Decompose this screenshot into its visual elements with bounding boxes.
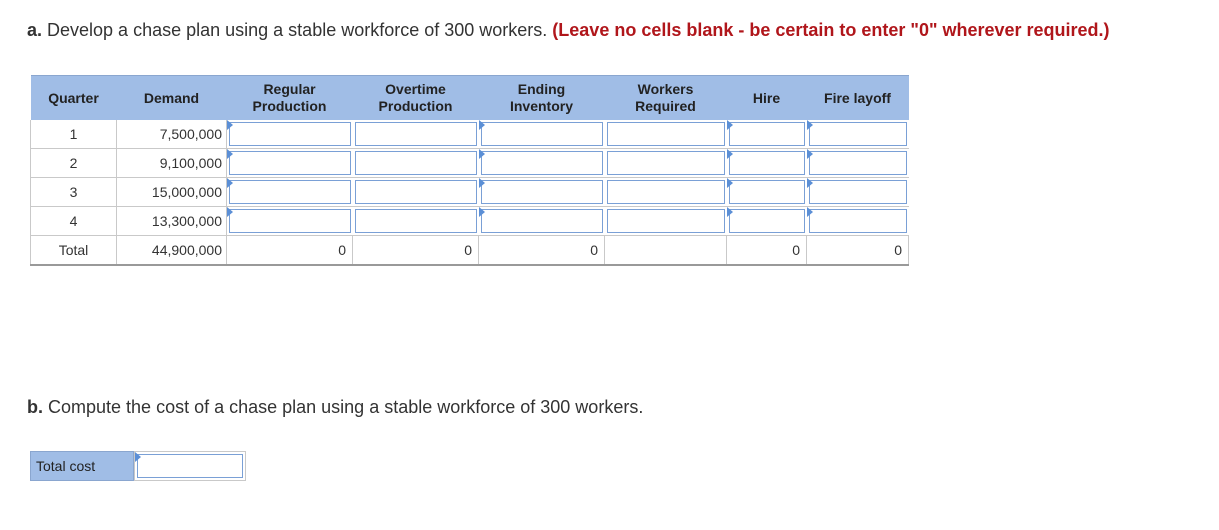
question-b-text: Compute the cost of a chase plan using a stable workforce of 300 workers. [43, 397, 644, 417]
table-row [31, 149, 909, 178]
total-label: Total [31, 236, 117, 266]
table-row [31, 207, 909, 236]
header-regular-line1: Regular [263, 81, 316, 97]
ending-inventory-input[interactable] [481, 151, 603, 175]
quarter-cell: 3 [31, 178, 117, 207]
input-marker-icon [807, 178, 813, 188]
regular-production-input[interactable] [229, 209, 351, 233]
hire-input[interactable] [729, 151, 805, 175]
demand-cell: 13,300,000 [117, 207, 227, 236]
demand-cell: 7,500,000 [117, 120, 227, 149]
header-regular-line2: Production [252, 98, 327, 114]
quarter-cell: 1 [31, 120, 117, 149]
ending-inventory-input[interactable] [481, 180, 603, 204]
question-b-label: b. [27, 397, 43, 417]
question-a-label: a. [27, 20, 43, 40]
question-b [27, 397, 643, 418]
header-workers-required [605, 76, 727, 121]
quarter-cell: 4 [31, 207, 117, 236]
header-quarter: Quarter [31, 76, 117, 121]
input-marker-icon [479, 207, 485, 217]
input-marker-icon [227, 207, 233, 217]
total-row [31, 236, 909, 266]
total-cost-cell [134, 451, 246, 481]
demand-cell: 9,100,000 [117, 149, 227, 178]
question-a-warning: (Leave no cells blank - be certain to enter "0" wherever required.) [552, 20, 1110, 40]
header-ending-inventory [479, 76, 605, 121]
total-cost-label: Total cost [30, 451, 134, 481]
header-regular-production [227, 76, 353, 121]
quarter-cell: 2 [31, 149, 117, 178]
input-marker-icon [727, 207, 733, 217]
overtime-production-input[interactable] [355, 180, 477, 204]
input-marker-icon [227, 149, 233, 159]
total-workers-required [605, 236, 727, 266]
input-marker-icon [479, 149, 485, 159]
input-marker-icon [807, 120, 813, 130]
input-marker-icon [727, 120, 733, 130]
regular-production-input[interactable] [229, 151, 351, 175]
header-overtime-line1: Overtime [385, 81, 446, 97]
total-regular-production: 0 [227, 236, 353, 266]
hire-input[interactable] [729, 209, 805, 233]
total-cost-row [30, 451, 246, 481]
input-marker-icon [807, 207, 813, 217]
total-ending-inventory: 0 [479, 236, 605, 266]
overtime-production-input[interactable] [355, 209, 477, 233]
fire-layoff-input[interactable] [809, 209, 907, 233]
workers-required-input[interactable] [607, 180, 725, 204]
regular-production-input[interactable] [229, 180, 351, 204]
workers-required-input[interactable] [607, 122, 725, 146]
header-workers-line1: Workers [637, 81, 694, 97]
input-marker-icon [727, 178, 733, 188]
ending-inventory-input[interactable] [481, 122, 603, 146]
total-hire: 0 [727, 236, 807, 266]
table-row [31, 178, 909, 207]
fire-layoff-input[interactable] [809, 180, 907, 204]
header-ending-line2: Inventory [509, 98, 573, 114]
header-overtime-production [353, 76, 479, 121]
demand-cell: 15,000,000 [117, 178, 227, 207]
header-hire: Hire [727, 76, 807, 121]
question-a [27, 20, 1110, 41]
fire-layoff-input[interactable] [809, 122, 907, 146]
input-marker-icon [227, 178, 233, 188]
table-row [31, 120, 909, 149]
question-a-text: Develop a chase plan using a stable workforce of 300 workers. [42, 20, 553, 40]
fire-layoff-input[interactable] [809, 151, 907, 175]
ending-inventory-input[interactable] [481, 209, 603, 233]
total-overtime-production: 0 [353, 236, 479, 266]
hire-input[interactable] [729, 180, 805, 204]
header-ending-line1: Ending [517, 81, 566, 97]
chase-plan-table [30, 75, 909, 266]
input-marker-icon [479, 120, 485, 130]
overtime-production-input[interactable] [355, 122, 477, 146]
header-fire-layoff: Fire layoff [807, 76, 909, 121]
header-demand: Demand [117, 76, 227, 121]
total-demand: 44,900,000 [117, 236, 227, 266]
workers-required-input[interactable] [607, 151, 725, 175]
input-marker-icon [479, 178, 485, 188]
workers-required-input[interactable] [607, 209, 725, 233]
input-marker-icon [135, 452, 141, 462]
input-marker-icon [727, 149, 733, 159]
input-marker-icon [807, 149, 813, 159]
total-cost-input[interactable] [137, 454, 243, 478]
overtime-production-input[interactable] [355, 151, 477, 175]
header-workers-line2: Required [635, 98, 696, 114]
regular-production-input[interactable] [229, 122, 351, 146]
header-row [31, 76, 909, 121]
hire-input[interactable] [729, 122, 805, 146]
total-fire-layoff: 0 [807, 236, 909, 266]
header-overtime-line2: Production [378, 98, 453, 114]
input-marker-icon [227, 120, 233, 130]
